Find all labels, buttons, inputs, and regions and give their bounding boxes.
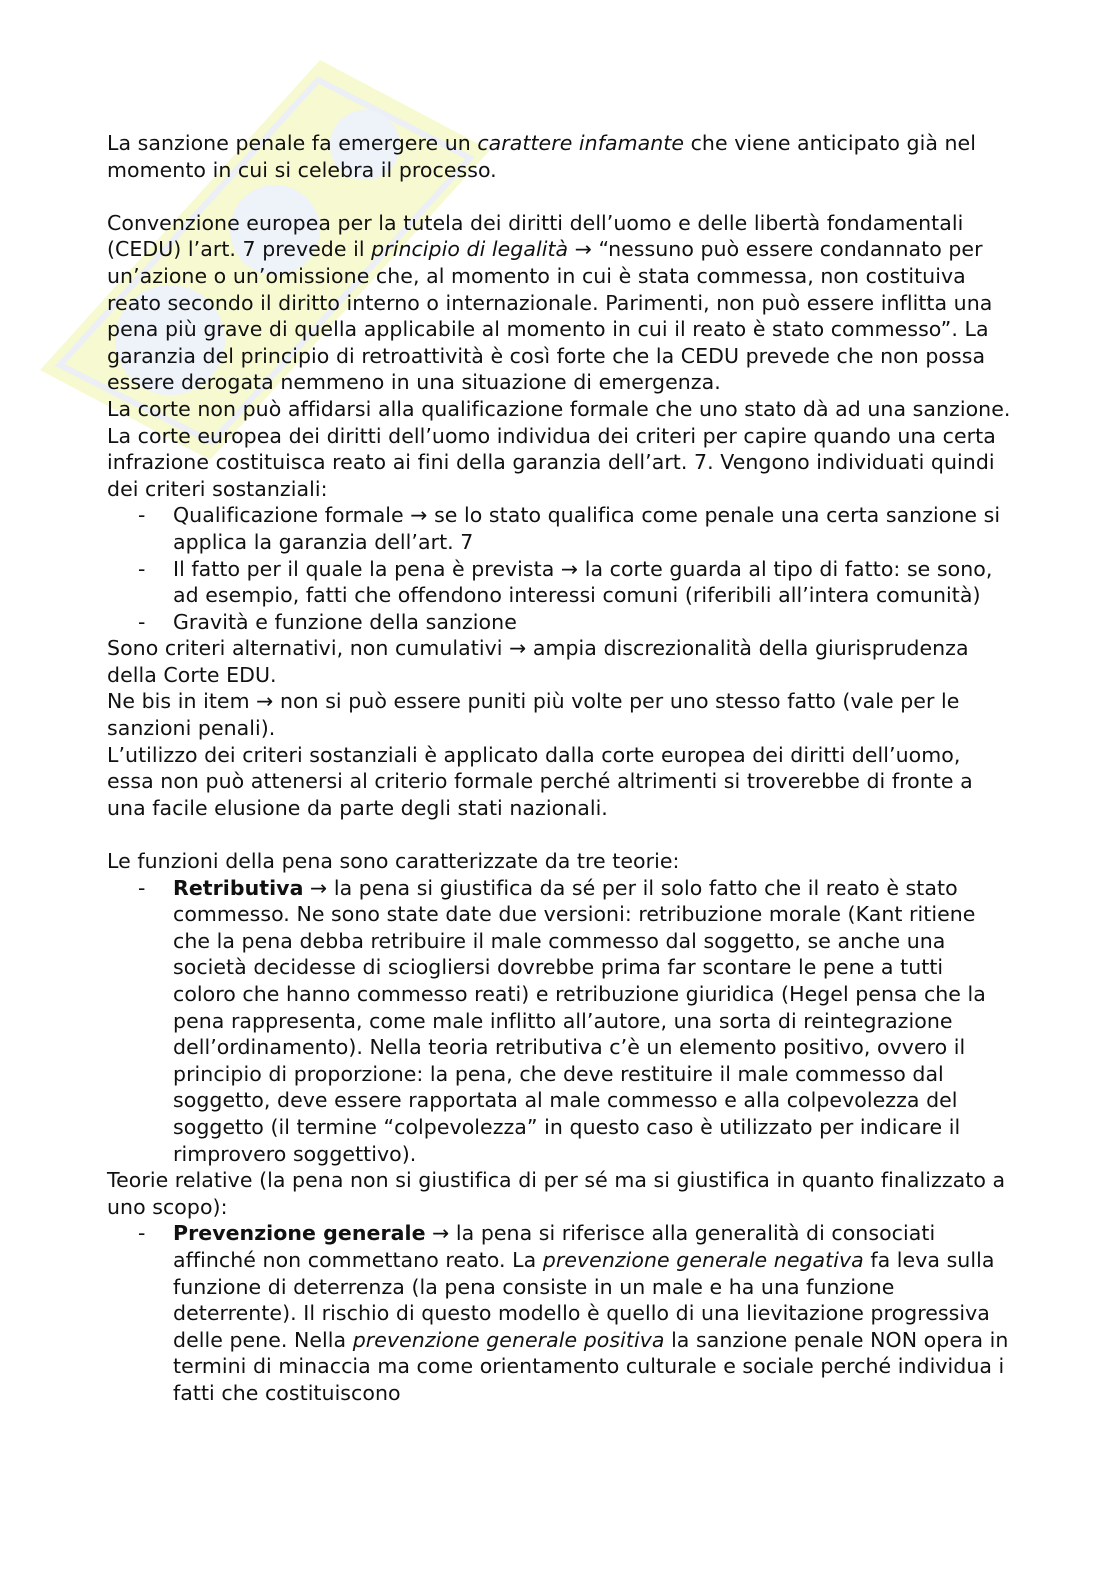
list-item: - Il fatto per il quale la pena è prevista → la corte guarda al tipo di fatto: se sono, ad esempio, fatti che offendono interessi comuni (riferibili all’intera comunità) [138,556,993,608]
document-page [107,130,1012,1407]
paragraph-intro: La sanzione penale fa emergere un carattere infamante che viene anticipato già nel momento in cui si celebra il processo. [107,131,976,182]
bullet-dash: - [138,556,146,581]
paragraph-gap [107,183,1012,210]
paragraph-ne-bis-in-item: Ne bis in item → non si può essere puniti più volte per uno stesso fatto (vale per le sanzioni penali). [107,689,960,741]
list-item: - Qualificazione formale → se lo stato qualifica come penale una certa sanzione si applica la garanzia dell’art. 7 [138,503,1001,554]
bullet-dash: - [138,1221,146,1246]
paragraph-cedu: Convenzione europea per la tutela dei diritti dell’uomo e delle libertà fondamentali (CEDU) l’art. 7 prevede il principio di legalità → “nessuno può essere condannato per un’azione o un’omissione che, al momento in cui è stata commessa, non costituiva reato secondo il diritto interno o internazionale. Parimenti, non può essere inflitta una pena più grave di quella applicabile al momento in cui il reato è stato commesso”. La garanzia del principio di retroattività è così forte che la CEDU prevede che non possa essere derogata nemmeno in una situazione di emergenza. [107,210,993,395]
paragraph-gap [107,821,1012,848]
paragraph-criteri-alternativi: Sono criteri alternativi, non cumulativi → ampia discrezionalità della giurisprudenza della Corte EDU. [107,636,969,687]
emphasis-prevenzione-negativa: prevenzione generale negativa [542,1247,864,1272]
emphasis-prevenzione-positiva: prevenzione generale positiva [352,1327,665,1352]
paragraph-teorie-relative: Teorie relative (la pena non si giustifica di per sé ma si giustifica in quanto finalizzato a uno scopo): [107,1168,1006,1219]
list-item: - Prevenzione generale → la pena si riferisce alla generalità di consociati affinché non commettano reato. La prevenzione generale negativa fa leva sulla funzione di deterrenza (la pena consiste in un male e ha una funzione deterrente). Il rischio di questo modello è quello di una lievitazione progressiva delle pene. Nella prevenzione generale positiva la sanzione penale NON opera in termini di minaccia ma come orientamento culturale e sociale perché individua i fatti che costituiscono [138,1221,1009,1405]
bullet-dash: - [138,503,146,528]
paragraph-criteri-sostanziali: L’utilizzo dei criteri sostanziali è applicato dalla corte europea dei diritti dell’uomo, essa non può attenersi al criterio formale perché altrimenti si troverebbe di fronte a una facile elusione da parte degli stati nazionali. [107,742,973,820]
bullet-dash: - [138,875,146,900]
paragraph-funzioni-intro: Le funzioni della pena sono caratterizzate da tre teorie: [107,849,680,874]
emphasis-principio-legalita: principio di legalità [371,237,569,262]
bullet-dash: - [138,609,146,634]
term-retributiva: Retributiva [173,875,304,900]
list-item: - Retributiva → la pena si giustifica da sé per il solo fatto che il reato è stato commesso. Ne sono state date due versioni: retribuzione morale (Kant ritiene che la pena debba retribuire il male commesso dal soggetto, se anche una società decidesse di sciogliersi dovrebbe prima far scontare le pene a tutti coloro che hanno commesso reati) e retribuzione giuridica (Hegel pensa che la pena rappresenta, come male inflitto all’autore, una sorta di reintegrazione dell’ordinamento). Nella teoria retributiva c’è un elemento positivo, ovvero il principio di proporzione: la pena, che deve restituire il male commesso dal soggetto, deve essere rapportata al male commesso e alla colpevolezza del soggetto (il termine “colpevolezza” in questo caso è utilizzato per indicare il rimprovero soggettivo). [138,875,986,1166]
paragraph-corte: La corte non può affidarsi alla qualificazione formale che uno stato dà ad una sanzione. La corte europea dei diritti dell’uomo individua dei criteri per capire quando una certa infrazione costituisca reato ai fini della garanzia dell’art. 7. Vengono individuati quindi dei criteri sostanziali: [107,396,1011,501]
term-prevenzione-generale: Prevenzione generale [173,1221,426,1246]
emphasis-carattere-infamante: carattere infamante [477,131,685,155]
list-item: - Gravità e funzione della sanzione [138,609,517,634]
